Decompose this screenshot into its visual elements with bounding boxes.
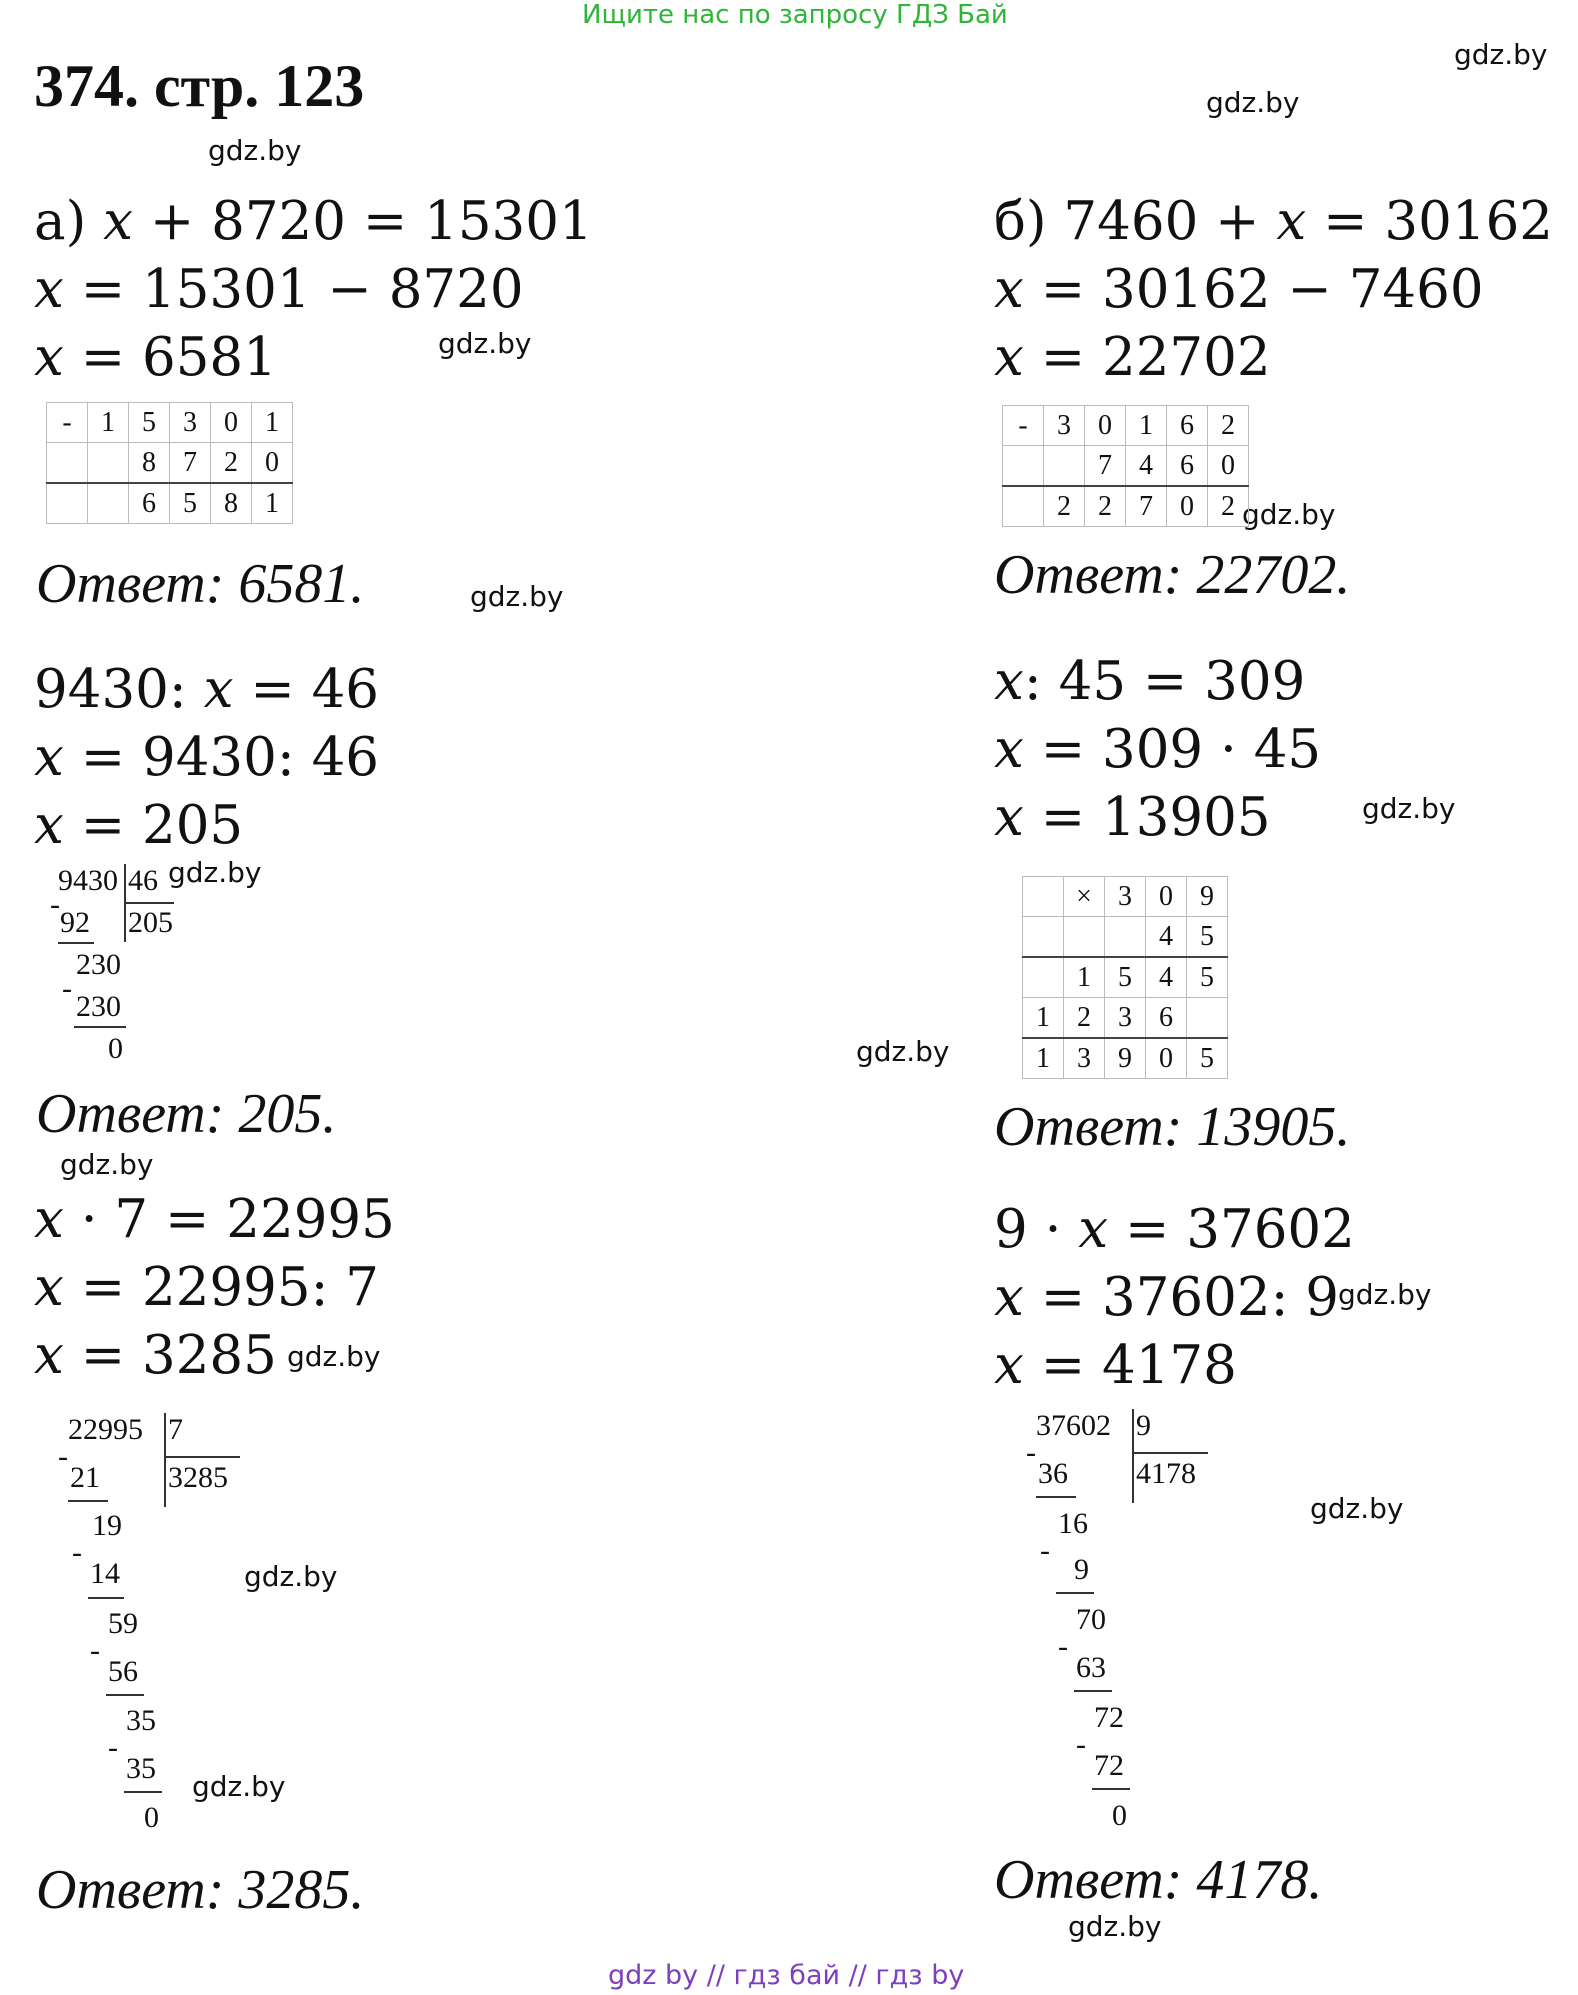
watermark: gdz.by <box>856 1035 950 1068</box>
long-division-quotient: 205 <box>128 906 173 939</box>
equation-c-2: 𝑥 = 9430: 46 <box>34 727 380 788</box>
watermark: gdz.by <box>1454 38 1548 71</box>
minus-sign: - <box>62 972 72 1005</box>
division-underline <box>1074 1690 1112 1692</box>
watermark: gdz.by <box>244 1560 338 1593</box>
grid-cell: 1 <box>1023 998 1064 1039</box>
grid-cell: 4 <box>1146 917 1187 958</box>
answer-a: Ответ: 6581. <box>36 553 365 615</box>
grid-cell <box>1187 998 1228 1039</box>
equation-b-3: 𝑥 = 22702 <box>994 327 1271 388</box>
grid-cell: 9 <box>1105 1038 1146 1079</box>
page-title: 374. стр. 123 <box>34 53 365 119</box>
division-step: 63 <box>1076 1651 1106 1684</box>
grid-cell: 5 <box>1187 1038 1228 1079</box>
grid-cell: 5 <box>170 483 211 524</box>
watermark: gdz.by <box>1310 1492 1404 1525</box>
division-divider <box>1132 1452 1208 1454</box>
long-division-divisor: 46 <box>128 864 158 897</box>
long-division-dividend: 9430 <box>58 864 118 897</box>
watermark: gdz.by <box>208 134 302 167</box>
watermark: gdz.by <box>1338 1278 1432 1311</box>
grid-cell: - <box>47 403 88 443</box>
division-step: 9 <box>1074 1553 1089 1586</box>
division-step: 230 <box>76 990 121 1023</box>
grid-cell: 0 <box>1146 877 1187 917</box>
grid-cell: 6 <box>1167 446 1208 487</box>
grid-cell: 3 <box>1064 1038 1105 1079</box>
grid-cell: 3 <box>1105 877 1146 917</box>
watermark: gdz.by <box>438 327 532 360</box>
division-step: 59 <box>108 1607 138 1640</box>
equation-a-1: а) 𝑥 + 8720 = 15301 <box>34 191 593 252</box>
grid-cell <box>1023 877 1064 917</box>
grid-cell: 1 <box>1126 406 1167 446</box>
minus-sign: - <box>1076 1728 1086 1761</box>
grid-cell: 0 <box>1146 1038 1187 1079</box>
grid-cell: 1 <box>88 403 129 443</box>
grid-cell: 5 <box>1105 957 1146 998</box>
equation-b-2: 𝑥 = 30162 − 7460 <box>994 259 1484 320</box>
division-step: 0 <box>108 1032 123 1065</box>
grid-cell <box>1003 486 1044 527</box>
watermark: gdz.by <box>1068 1910 1162 1943</box>
grid-cell <box>47 483 88 524</box>
grid-cell: 4 <box>1126 446 1167 487</box>
division-step: 16 <box>1058 1507 1088 1540</box>
grid-cell: 1 <box>1023 1038 1064 1079</box>
division-underline <box>74 1026 126 1028</box>
division-divider <box>164 1456 240 1458</box>
grid-cell: 0 <box>252 443 293 484</box>
grid-cell <box>1023 917 1064 958</box>
equation-a-3: 𝑥 = 6581 <box>34 327 277 388</box>
grid-cell: 7 <box>170 443 211 484</box>
grid-cell <box>47 443 88 484</box>
grid-cell: 9 <box>1187 877 1228 917</box>
minus-sign: - <box>72 1536 82 1569</box>
subtraction-grid-a <box>46 402 293 524</box>
division-step: 21 <box>70 1461 100 1494</box>
grid-cell: 4 <box>1146 957 1187 998</box>
division-underline <box>88 1597 124 1599</box>
grid-cell: 1 <box>252 483 293 524</box>
division-divider <box>124 902 174 904</box>
division-underline <box>68 1500 108 1502</box>
grid-cell: 3 <box>1105 998 1146 1039</box>
grid-cell: × <box>1064 877 1105 917</box>
division-underline <box>106 1694 144 1696</box>
equation-b-1: б) 7460 + 𝑥 = 30162 <box>994 191 1554 252</box>
grid-cell: 2 <box>211 443 252 484</box>
grid-cell <box>1105 917 1146 958</box>
equation-c-3: 𝑥 = 205 <box>34 795 244 856</box>
division-step: 92 <box>60 906 90 939</box>
grid-cell: 5 <box>1187 917 1228 958</box>
division-underline <box>58 942 94 944</box>
division-step: 72 <box>1094 1701 1124 1734</box>
watermark: gdz.by <box>1242 498 1336 531</box>
division-divider <box>1132 1409 1134 1503</box>
division-step: 70 <box>1076 1603 1106 1636</box>
equation-a-2: 𝑥 = 15301 − 8720 <box>34 259 524 320</box>
minus-sign: - <box>58 1440 68 1473</box>
watermark: gdz.by <box>287 1340 381 1373</box>
minus-sign: - <box>50 888 60 921</box>
answer-f: Ответ: 4178. <box>994 1849 1323 1911</box>
grid-cell: 5 <box>1187 957 1228 998</box>
grid-cell: 7 <box>1085 446 1126 487</box>
search-banner[interactable]: Ищите нас по запросу ГДЗ Бай <box>582 0 1008 30</box>
watermark: gdz.by <box>168 856 262 889</box>
grid-cell: 2 <box>1064 998 1105 1039</box>
division-step: 35 <box>126 1704 156 1737</box>
watermark: gdz.by <box>192 1770 286 1803</box>
grid-cell: 5 <box>129 403 170 443</box>
division-underline <box>1056 1592 1094 1594</box>
division-step: 56 <box>108 1655 138 1688</box>
grid-cell: 6 <box>1167 406 1208 446</box>
long-division-quotient: 3285 <box>168 1461 228 1494</box>
grid-cell: 8 <box>211 483 252 524</box>
grid-cell: 2 <box>1208 406 1249 446</box>
grid-cell: - <box>1003 406 1044 446</box>
watermark: gdz.by <box>470 580 564 613</box>
equation-d-1: 𝑥: 45 = 309 <box>994 651 1306 712</box>
grid-cell: 8 <box>129 443 170 484</box>
division-step: 35 <box>126 1752 156 1785</box>
equation-e-3: 𝑥 = 3285 <box>34 1325 277 1386</box>
division-step: 36 <box>1038 1457 1068 1490</box>
equation-f-1: 9 · 𝑥 = 37602 <box>994 1199 1355 1260</box>
minus-sign: - <box>1058 1630 1068 1663</box>
grid-cell <box>88 483 129 524</box>
minus-sign: - <box>108 1731 118 1764</box>
equation-c-1: 9430: 𝑥 = 46 <box>34 659 380 720</box>
division-step: 0 <box>144 1801 159 1834</box>
watermark: gdz.by <box>1362 792 1456 825</box>
grid-cell: 3 <box>1044 406 1085 446</box>
grid-cell: 2 <box>1085 486 1126 527</box>
equation-e-1: 𝑥 · 7 = 22995 <box>34 1189 395 1250</box>
division-step: 14 <box>90 1557 120 1590</box>
grid-cell: 0 <box>211 403 252 443</box>
answer-d: Ответ: 13905. <box>994 1096 1351 1158</box>
equation-d-3: 𝑥 = 13905 <box>994 787 1271 848</box>
grid-cell: 6 <box>129 483 170 524</box>
grid-cell: 0 <box>1167 486 1208 527</box>
grid-cell <box>1064 917 1105 958</box>
equation-f-2: 𝑥 = 37602: 9 <box>994 1267 1340 1328</box>
long-division-divisor: 7 <box>168 1413 183 1446</box>
watermark: gdz.by <box>1206 86 1300 119</box>
division-step: 72 <box>1094 1749 1124 1782</box>
grid-cell: 2 <box>1044 486 1085 527</box>
watermark: gdz.by <box>60 1148 154 1181</box>
grid-cell <box>1044 446 1085 487</box>
footer-links[interactable]: gdz by // гдз бай // гдз by <box>608 1960 965 1991</box>
grid-cell: 0 <box>1085 406 1126 446</box>
division-underline <box>1092 1788 1130 1790</box>
grid-cell <box>88 443 129 484</box>
long-division-quotient: 4178 <box>1136 1457 1196 1490</box>
equation-e-2: 𝑥 = 22995: 7 <box>34 1257 380 1318</box>
equation-d-2: 𝑥 = 309 · 45 <box>994 719 1322 780</box>
answer-b: Ответ: 22702. <box>994 544 1351 606</box>
division-step: 19 <box>92 1509 122 1542</box>
division-underline <box>124 1791 162 1793</box>
grid-cell: 3 <box>170 403 211 443</box>
equation-f-3: 𝑥 = 4178 <box>994 1335 1237 1396</box>
minus-sign: - <box>1026 1436 1036 1469</box>
grid-cell <box>1023 957 1064 998</box>
grid-cell <box>1003 446 1044 487</box>
grid-cell: 1 <box>252 403 293 443</box>
division-step: 230 <box>76 948 121 981</box>
grid-cell: 0 <box>1208 446 1249 487</box>
division-step: 0 <box>1112 1799 1127 1832</box>
minus-sign: - <box>1040 1534 1050 1567</box>
grid-cell: 2 <box>1208 486 1249 527</box>
long-division-dividend: 22995 <box>68 1413 143 1446</box>
answer-c: Ответ: 205. <box>36 1083 337 1145</box>
long-division-divisor: 9 <box>1136 1409 1151 1442</box>
grid-cell: 6 <box>1146 998 1187 1039</box>
minus-sign: - <box>90 1634 100 1667</box>
division-underline <box>1036 1496 1076 1498</box>
grid-cell: 7 <box>1126 486 1167 527</box>
division-divider <box>164 1413 166 1507</box>
long-division-dividend: 37602 <box>1036 1409 1111 1442</box>
multiplication-grid-d <box>1022 876 1228 1079</box>
answer-e: Ответ: 3285. <box>36 1859 365 1921</box>
grid-cell: 1 <box>1064 957 1105 998</box>
subtraction-grid-b <box>1002 405 1249 527</box>
